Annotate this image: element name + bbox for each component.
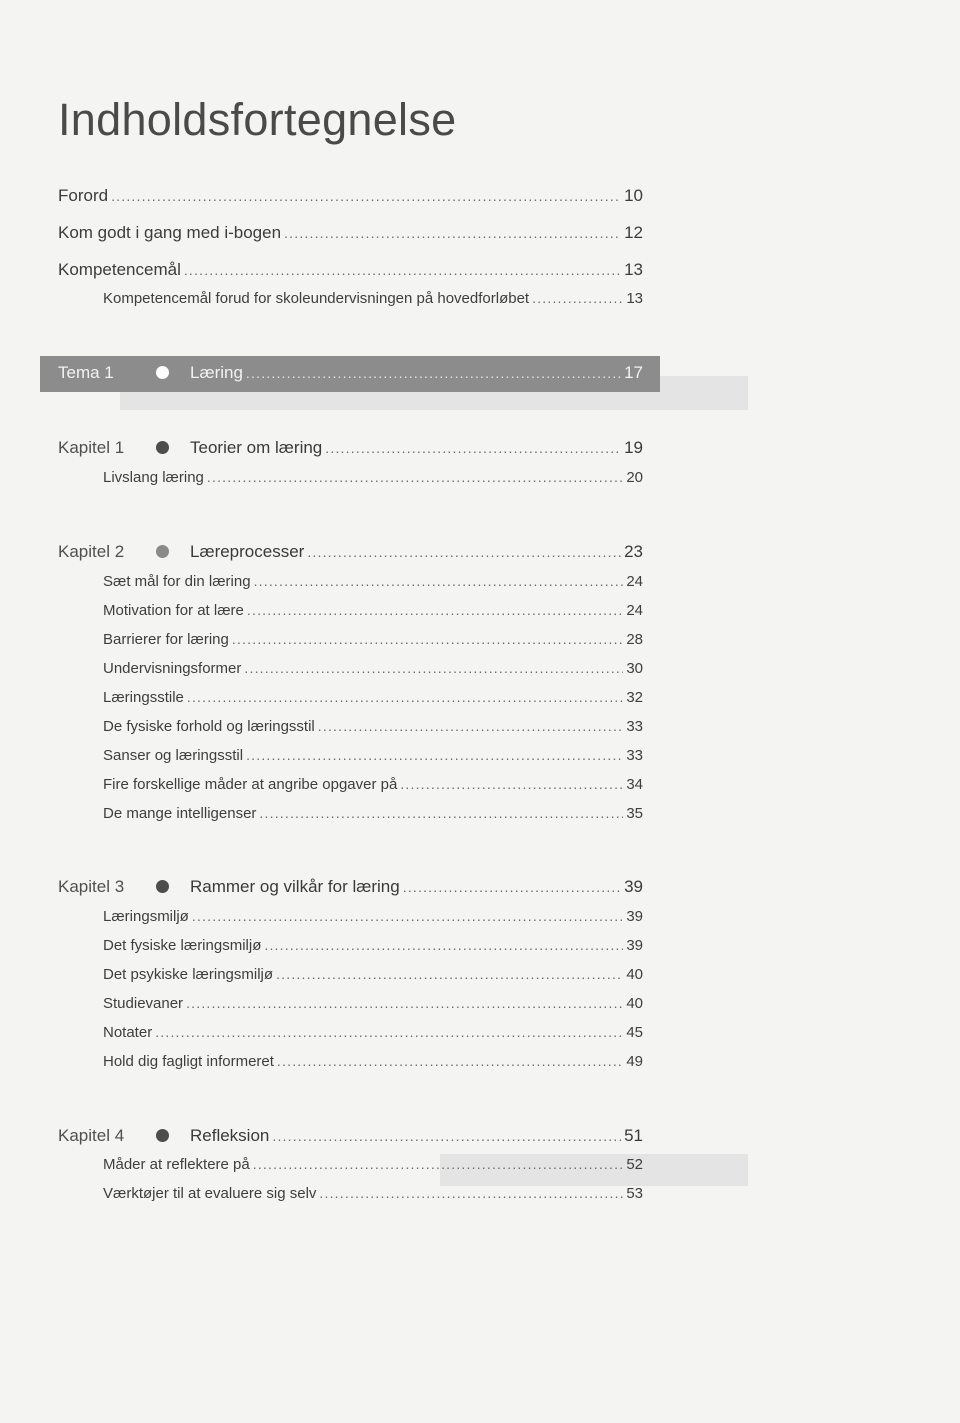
theme-entry xyxy=(58,363,643,387)
toc-subentry[interactable] xyxy=(103,1156,643,1180)
toc-entry-label: Måder at reflektere på xyxy=(103,1156,250,1173)
toc-entry-label: Kompetencemål forud for skoleundervisningen på hovedforløbet xyxy=(103,290,530,307)
toc-subentry[interactable] xyxy=(103,908,643,932)
bullet-icon xyxy=(156,545,169,558)
chapter-title: Refleksion xyxy=(190,1126,270,1145)
toc-page-number: 20 xyxy=(626,469,643,486)
toc-page-number: 32 xyxy=(626,689,643,706)
theme-title: Læring xyxy=(190,363,243,382)
leader-dots xyxy=(403,879,621,895)
toc-entry-label: De fysiske forhold og læringsstil xyxy=(103,718,315,735)
leader-dots xyxy=(277,1053,623,1069)
leader-dots xyxy=(284,225,621,241)
leader-dots xyxy=(111,188,621,204)
theme-label: Tema 1 xyxy=(58,363,114,382)
toc-page-number: 51 xyxy=(624,1126,643,1145)
toc-entry-label: Hold dig fagligt informeret xyxy=(103,1053,274,1070)
chapter-title: Teorier om læring xyxy=(190,438,323,457)
toc-entry-label: Forord xyxy=(58,186,109,205)
toc-entry-label: Notater xyxy=(103,1024,153,1041)
toc-page-number: 40 xyxy=(626,966,643,983)
toc-page-number: 13 xyxy=(626,290,643,307)
toc-subentry[interactable] xyxy=(103,995,643,1019)
toc-page-number: 45 xyxy=(626,1024,643,1041)
toc-page-number: 33 xyxy=(626,747,643,764)
toc-entry-label: Barrierer for læring xyxy=(103,631,229,648)
toc-subentry[interactable] xyxy=(103,747,643,771)
toc-entry[interactable] xyxy=(58,223,643,247)
leader-dots xyxy=(186,995,623,1011)
toc-subentry[interactable] xyxy=(103,290,643,314)
toc-page-number: 52 xyxy=(626,1156,643,1173)
leader-dots xyxy=(272,1128,621,1144)
toc-page-number: 13 xyxy=(624,260,643,279)
toc-entry-label: Kom godt i gang med i-bogen xyxy=(58,223,282,242)
toc-entry[interactable] xyxy=(58,186,643,210)
toc-entry-label: Sanser og læringsstil xyxy=(103,747,244,764)
toc-subentry[interactable] xyxy=(103,660,643,684)
toc-entry-label: De mange intelligenser xyxy=(103,805,257,822)
chapter-entry[interactable] xyxy=(58,877,643,901)
leader-dots xyxy=(246,365,621,381)
toc-entry-label: Motivation for at lære xyxy=(103,602,244,619)
toc-subentry[interactable] xyxy=(103,602,643,626)
page-title: Indholdsfortegnelse xyxy=(58,94,457,145)
toc-page-number: 17 xyxy=(624,363,643,382)
chapter-label: Kapitel 2 xyxy=(58,542,125,561)
toc-page-number: 39 xyxy=(626,937,643,954)
leader-dots xyxy=(532,290,623,306)
leader-dots xyxy=(187,689,623,705)
toc-subentry[interactable] xyxy=(103,1053,643,1077)
toc-entry-label: Det fysiske læringsmiljø xyxy=(103,937,262,954)
leader-dots xyxy=(400,776,623,792)
leader-dots xyxy=(232,631,623,647)
leader-dots xyxy=(259,805,623,821)
leader-dots xyxy=(192,908,623,924)
chapter-label: Kapitel 1 xyxy=(58,438,125,457)
toc-page-number: 10 xyxy=(624,186,643,205)
leader-dots xyxy=(319,1185,623,1201)
bullet-icon xyxy=(156,441,169,454)
chapter-title: Rammer og vilkår for læring xyxy=(190,877,400,896)
leader-dots xyxy=(253,1156,624,1172)
leader-dots xyxy=(318,718,624,734)
toc-entry-label: Læringsstile xyxy=(103,689,184,706)
toc-subentry[interactable] xyxy=(103,631,643,655)
toc-entry-label: Livslang læring xyxy=(103,469,204,486)
toc-entry-label: Det psykiske læringsmiljø xyxy=(103,966,274,983)
toc-entry-label: Værktøjer til at evaluere sig selv xyxy=(103,1185,317,1202)
toc-entry[interactable] xyxy=(58,260,643,284)
chapter-entry[interactable] xyxy=(58,438,643,462)
leader-dots xyxy=(325,440,621,456)
toc-subentry[interactable] xyxy=(103,937,643,961)
theme-band[interactable] xyxy=(40,356,660,392)
toc-entry-label: Kompetencemål xyxy=(58,260,181,279)
toc-entry-label: Studievaner xyxy=(103,995,184,1012)
toc-subentry[interactable] xyxy=(103,1024,643,1048)
toc-subentry[interactable] xyxy=(103,1185,643,1209)
leader-dots xyxy=(264,937,623,953)
toc-page-number: 12 xyxy=(624,223,643,242)
leader-dots xyxy=(244,660,623,676)
toc-page-number: 34 xyxy=(626,776,643,793)
toc-subentry[interactable] xyxy=(103,718,643,742)
chapter-entry[interactable] xyxy=(58,1126,643,1150)
chapter-label: Kapitel 3 xyxy=(58,877,125,896)
toc-subentry[interactable] xyxy=(103,469,643,493)
leader-dots xyxy=(246,747,623,763)
toc-subentry[interactable] xyxy=(103,776,643,800)
chapter-title: Læreprocesser xyxy=(190,542,305,561)
chapter-label: Kapitel 4 xyxy=(58,1126,125,1145)
chapter-entry[interactable] xyxy=(58,542,643,566)
toc-entry-label: Fire forskellige måder at angribe opgaver på xyxy=(103,776,398,793)
toc-page-number: 28 xyxy=(626,631,643,648)
leader-dots xyxy=(184,262,621,278)
bullet-icon xyxy=(156,880,169,893)
toc-page-number: 23 xyxy=(624,542,643,561)
leader-dots xyxy=(307,544,621,560)
toc-page-number: 30 xyxy=(626,660,643,677)
toc-subentry[interactable] xyxy=(103,573,643,597)
toc-page-number: 33 xyxy=(626,718,643,735)
toc-page-number: 49 xyxy=(626,1053,643,1070)
toc-entry-label: Sæt mål for din læring xyxy=(103,573,251,590)
leader-dots xyxy=(247,602,623,618)
toc-page-number: 40 xyxy=(626,995,643,1012)
leader-dots xyxy=(207,469,623,485)
toc-page-number: 39 xyxy=(624,877,643,896)
toc-page-number: 39 xyxy=(626,908,643,925)
toc-subentry[interactable] xyxy=(103,966,643,990)
toc-subentry[interactable] xyxy=(103,805,643,829)
leader-dots xyxy=(276,966,623,982)
bullet-icon xyxy=(156,1129,169,1142)
toc-page-number: 24 xyxy=(626,573,643,590)
toc-entry-label: Undervisningsformer xyxy=(103,660,242,677)
bullet-icon xyxy=(156,366,169,379)
toc-page-number: 19 xyxy=(624,438,643,457)
toc-entry-label: Læringsmiljø xyxy=(103,908,189,925)
toc-page-number: 24 xyxy=(626,602,643,619)
toc-subentry[interactable] xyxy=(103,689,643,713)
leader-dots xyxy=(155,1024,623,1040)
toc-page-number: 35 xyxy=(626,805,643,822)
toc-page-number: 53 xyxy=(626,1185,643,1202)
leader-dots xyxy=(254,573,624,589)
